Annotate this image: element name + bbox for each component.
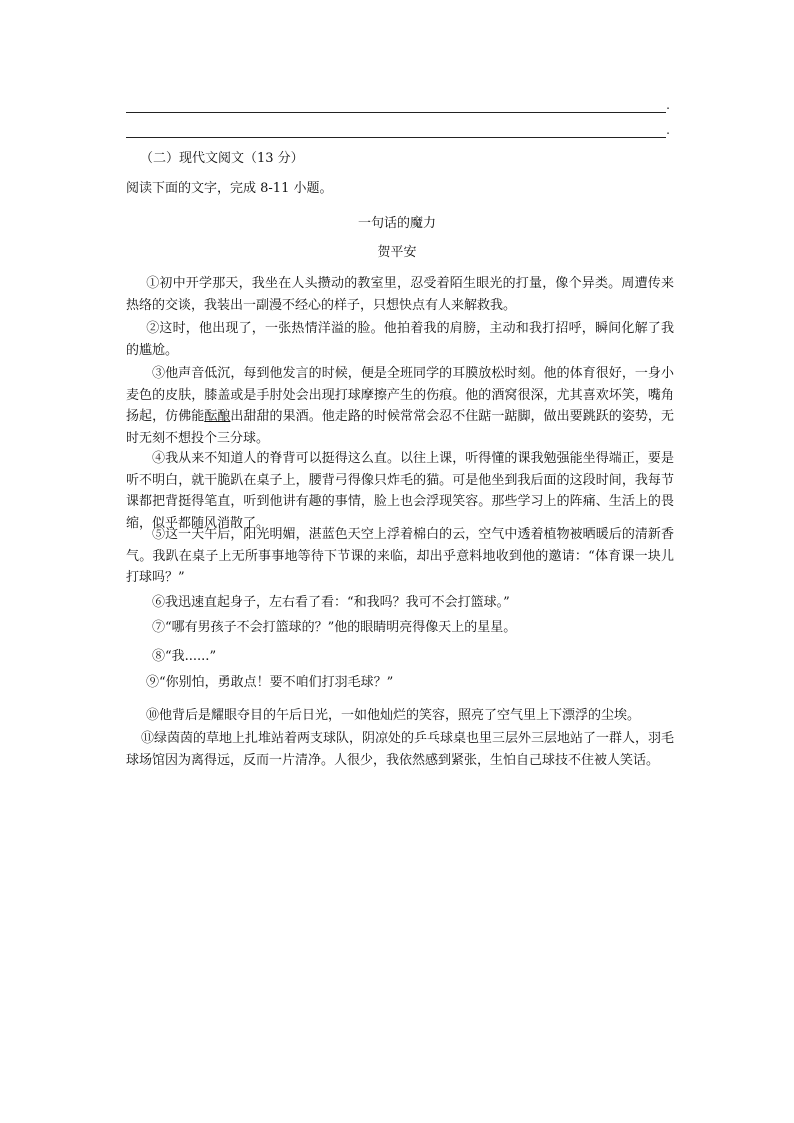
paragraph-5	[126, 524, 674, 589]
paragraph-text: 出甜甜的果酒。他走路的时候常常会忍不住踮一踮脚，做出要跳跃的姿势，无时无刻不想投个三分球。	[126, 409, 674, 446]
article-author: 贺平安	[377, 245, 417, 260]
paragraph-text: ②这时，他出现了，一张热情洋溢的脸。他拍着我的肩膀，主动和我打招呼，瞬间化解了我的尴尬。	[126, 321, 674, 358]
paragraph-text: ⑩他背后是耀眼夺目的午后日光，一如他灿烂的笑容，照亮了空气里上下漂浮的尘埃。	[146, 708, 641, 723]
reading-instruction: 阅读下面的文字，完成 8-11 小题。	[126, 181, 333, 196]
paragraph-text: ⑪绿茵茵的草地上扎堆站着两支球队，阴凉处的乒乓球桌也里三层外三层地站了一群人，羽毛球场馆因为离得远，反而一片清净。人很少，我依然感到紧张，生怕自己球技不住被人笑话。	[126, 731, 675, 768]
answer-line-end-mark: .	[666, 123, 670, 137]
paragraph-9	[126, 672, 674, 694]
paragraph-7	[126, 617, 674, 639]
section-heading: （二）现代文阅文（13 分）	[140, 151, 304, 166]
paragraph-text: ⑨“你别怕，勇敢点！要不咱们打羽毛球？”	[146, 675, 394, 690]
answer-line-1	[126, 98, 670, 113]
underlined-word: 酝酿	[204, 409, 231, 424]
paragraph-text: ⑧“我......”	[152, 649, 217, 664]
paragraph-11	[126, 728, 674, 771]
answer-line-2	[126, 123, 670, 138]
paragraph-2	[126, 318, 674, 361]
paragraph-text: ⑥我迅速直起身子，左右看了看：“和我吗？我可不会打篮球。”	[152, 595, 510, 610]
paragraph-text: ⑦“哪有男孩子不会打篮球的？”他的眼睛明亮得像天上的星星。	[152, 620, 517, 635]
paragraph-text: ①初中开学那天，我坐在人头攒动的教室里，忍受着陌生眼光的打量，像个异类。周遭传来热络的交谈，我装出一副漫不经心的样子，只想快点有人来解救我。	[126, 276, 674, 313]
answer-line-end-mark: .	[666, 98, 670, 112]
paragraph-1	[126, 273, 674, 316]
paragraph-text: ⑤这一天午后，阳光明媚，湛蓝色天空上浮着棉白的云，空气中透着植物被晒暖后的清新香气。我趴在桌子上无所事事地等待下节课的来临，却出乎意料地收到他的邀请：“体育课一块儿打球吗？”	[126, 527, 674, 585]
paragraph-3	[126, 363, 674, 449]
paragraph-10	[126, 705, 674, 727]
paragraph-8	[126, 646, 674, 668]
paragraph-text: ③他声音低沉，每到他发言的时候，便是全班同学的耳膜放松时刻。他的体育很好，一身小麦色的皮肤，膝盖或是手肘处会出现打球摩擦产生的伤痕。他的酒窝很深，尤其喜欢坏笑，嘴角扬起，仿佛能	[126, 366, 674, 424]
paragraph-text: ④我从来不知道人的脊背可以挺得这么直。以往上课，听得懂的课我勉强能坐得端正，要是听不明白，就干脆趴在桌子上，腰背弓得像只炸毛的猫。可是他坐到我后面的这段时间，我每节课都把背挺得笔直，听到他讲有趣的事情，脸上也会浮现笑容。那些学习上的阵痛、生活上的畏缩，似乎都随风消散了。	[126, 451, 674, 531]
paragraph-6	[126, 592, 674, 614]
article-title: 一句话的魔力	[357, 216, 436, 231]
paragraph-4	[126, 448, 674, 534]
